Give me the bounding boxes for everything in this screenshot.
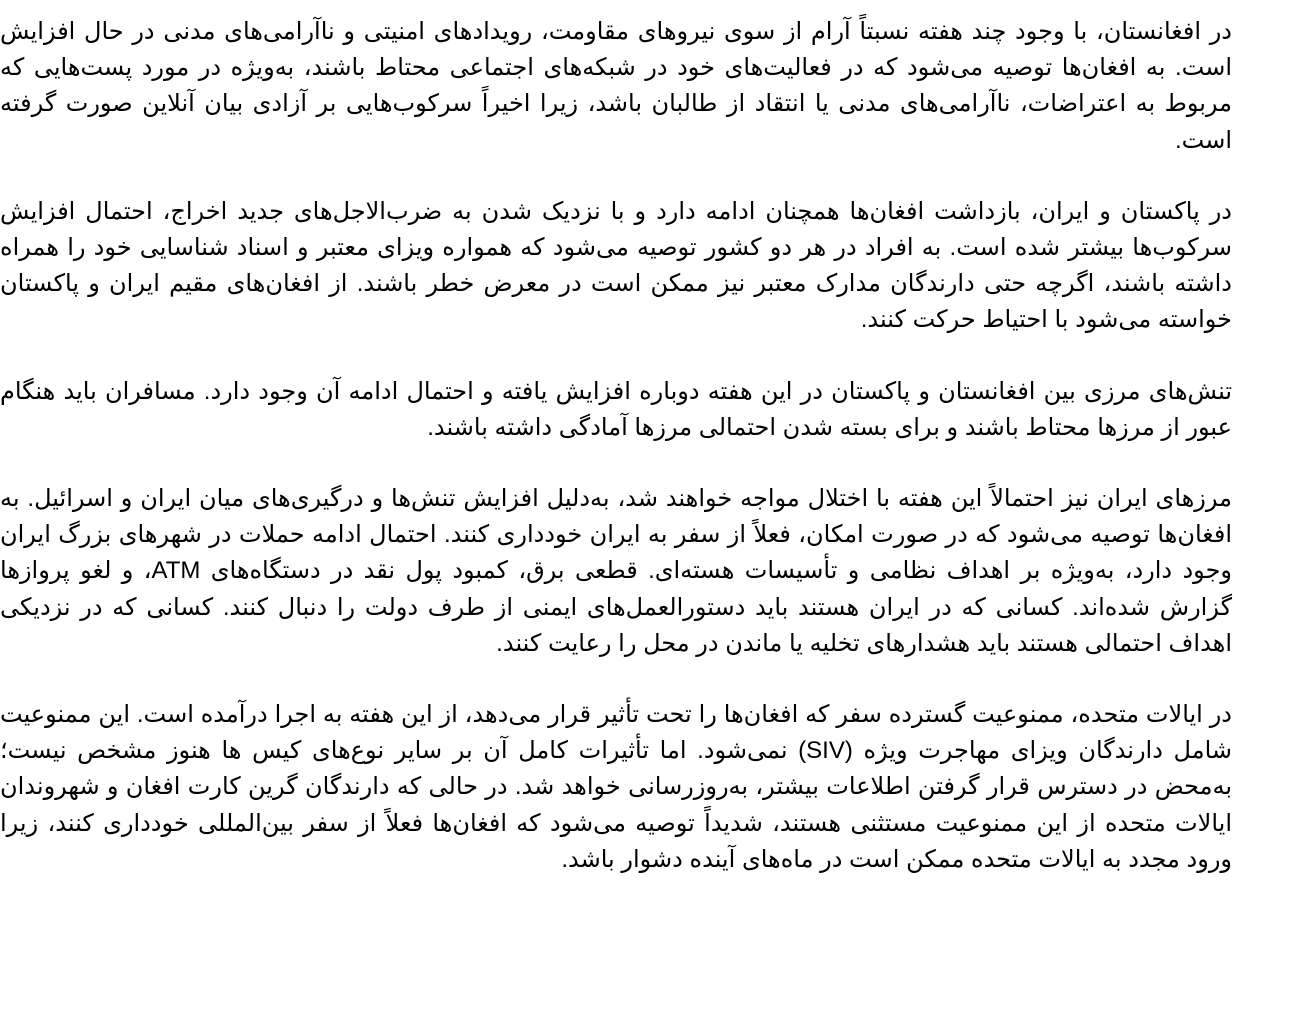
- paragraph-border-tensions: تنش‌های مرزی بین افغانستان و پاکستان در این هفته دوباره افزایش یافته و احتمال ادامه آن وجود دارد. مسافران باید هنگام عبور از مرزها محتاط باشند و برای بسته شدن احتمالی مرزها آمادگی داشته باشند.: [0, 377, 1232, 441]
- paragraph-iran-borders: مرزهای ایران نیز احتمالاً این هفته با اختلال مواجه خواهند شد، به‌دلیل افزایش تنش‌ها و درگیری‌های میان ایران و اسرائیل. به افغان‌ها توصیه می‌شود که در صورت امکان، فعلاً از سفر به ایران خودداری کنند. احتمال ادامه حملات در شهرهای بزرگ ایران وجود دارد، به‌ویژه بر اهداف نظامی و تأسیسات هسته‌ای. قطعی برق، کمبود پول نقد در دستگاه‌های ATM، و لغو پروازها گزارش شده‌اند. کسانی که در ایران هستند باید دستورالعمل‌های ایمنی از طرف دولت را دنبال کنند. کسانی که در نزدیکی اهداف احتمالی هستند باید هشدارهای تخلیه یا ماندن در محل را رعایت کنند.: [0, 485, 1233, 657]
- paragraph-pakistan-iran-detentions: در پاکستان و ایران، بازداشت افغان‌ها همچنان ادامه دارد و با نزدیک شدن به ضرب‌الاجل‌های جدید اخراج، احتمال افزایش سرکوب‌ها بیشتر شده است. به افراد در هر دو کشور توصیه می‌شود که همواره ویزای معتبر و اسناد شناسایی خود را همراه داشته باشند، اگرچه حتی دارندگان مدارک معتبر نیز ممکن است در معرض خطر باشند. از افغان‌های مقیم ایران و پاکستان خواسته می‌شود با احتیاط حرکت کنند.: [0, 197, 1232, 334]
- paragraph-us-travel-ban: در ایالات متحده، ممنوعیت گسترده سفر که افغان‌ها را تحت تأثیر قرار می‌دهد، از این هفته به اجرا درآمده است. این ممنوعیت شامل دارندگان ویزای مهاجرت ویژه (SIV) نمی‌شود. اما تأثیرات کامل آن بر سایر نوع‌های کیس ها هنوز مشخص نیست؛ به‌محض در دسترس قرار گرفتن اطلاعات بیشتر، به‌روزرسانی خواهد شد. در حالی که دارندگان گرین کارت افغان و شهروندان ایالات متحده از این ممنوعیت مستثنی هستند، شدیداً توصیه می‌شود که افغان‌ها فعلاً از سفر بین‌المللی خودداری کنند، زیرا ورود مجدد به ایالات متحده ممکن است در ماه‌های آینده دشوار باشد.: [0, 701, 1233, 873]
- paragraph-afghanistan-security: در افغانستان، با وجود چند هفته نسبتاً آرام از سوی نیروهای مقاومت، رویدادهای امنیتی و ناآرامی‌های مدنی در حال افزایش است. به افغان‌ها توصیه می‌شود که در فعالیت‌های خود در شبکه‌های اجتماعی محتاط باشند، به‌ویژه در مورد پست‌هایی که مربوط به اعتراضات، ناآرامی‌های مدنی یا انتقاد از طالبان باشد، زیرا اخیراً سرکوب‌هایی بر آزادی بیان آنلاین صورت گرفته است.: [0, 18, 1232, 154]
